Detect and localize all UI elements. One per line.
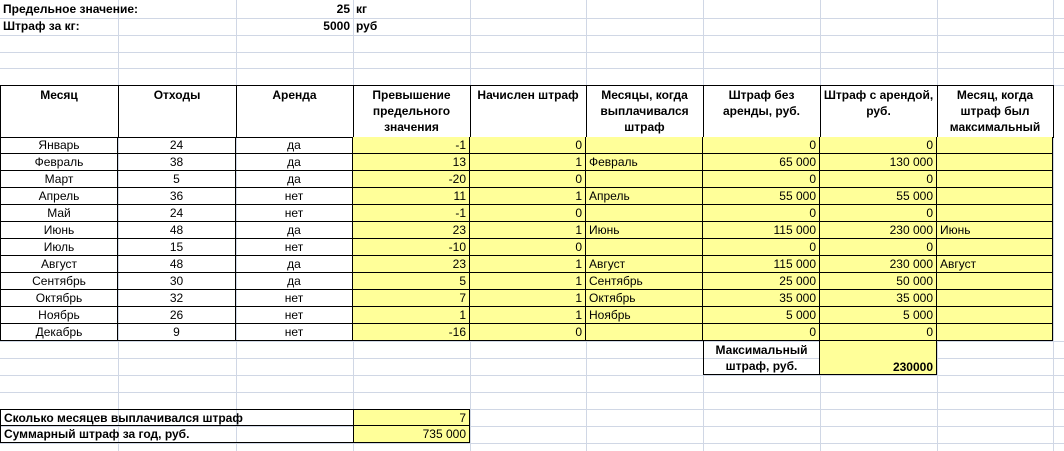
cell-month[interactable]: Май (0, 205, 118, 222)
cell-paid-month[interactable]: Апрель (586, 188, 703, 205)
cell-excess[interactable]: -10 (353, 239, 470, 256)
cell-excess[interactable]: 23 (353, 256, 470, 273)
cell-excess[interactable]: -20 (353, 171, 470, 188)
cell-month[interactable]: Июнь (0, 222, 118, 239)
cell-paid-month[interactable] (586, 205, 703, 222)
fine-value[interactable]: 5000 (323, 19, 350, 33)
cell-max-month[interactable]: Август (937, 256, 1053, 273)
cell-rent[interactable]: нет (236, 205, 353, 222)
cell-fine-no-rent[interactable]: 0 (703, 239, 820, 256)
summary-months-value[interactable]: 7 (353, 409, 470, 426)
cell-paid-month[interactable]: Ноябрь (586, 307, 703, 324)
cell-max-month[interactable] (937, 290, 1053, 307)
cell-month[interactable]: Февраль (0, 154, 118, 171)
cell-max-month[interactable] (937, 273, 1053, 290)
header-fine-no-rent[interactable]: Штраф без аренды, руб. (722, 88, 801, 118)
cell-month[interactable]: Ноябрь (0, 307, 118, 324)
cell-waste[interactable]: 15 (118, 239, 236, 256)
cell-waste[interactable]: 38 (118, 154, 236, 171)
cell-waste[interactable]: 9 (118, 324, 236, 341)
cell-fine-no-rent[interactable]: 25 000 (703, 273, 820, 290)
cell-waste[interactable]: 48 (118, 256, 236, 273)
cell-fine-rent[interactable]: 55 000 (820, 188, 937, 205)
cell-fine-no-rent[interactable]: 5 000 (703, 307, 820, 324)
cell-month[interactable]: Март (0, 171, 118, 188)
cell-rent[interactable]: нет (236, 290, 353, 307)
max-fine-value[interactable]: 230000 (820, 341, 937, 375)
cell-fine-no-rent[interactable]: 0 (703, 137, 820, 154)
cell-waste[interactable]: 32 (118, 290, 236, 307)
cell-excess[interactable]: -1 (353, 205, 470, 222)
cell-max-month[interactable] (937, 239, 1053, 256)
cell-fined[interactable]: 1 (470, 256, 586, 273)
header-fine-rent[interactable]: Штраф с арендой, руб. (823, 88, 934, 118)
max-fine-label[interactable]: Максимальный штраф, руб. (703, 341, 820, 375)
cell-max-month[interactable] (937, 154, 1053, 171)
cell-month[interactable]: Сентябрь (0, 273, 118, 290)
cell-excess[interactable]: 1 (353, 307, 470, 324)
cell-paid-month[interactable]: Февраль (586, 154, 703, 171)
cell-rent[interactable]: нет (236, 239, 353, 256)
fine-label[interactable]: Штраф за кг: (3, 19, 80, 33)
cell-paid-month[interactable]: Июнь (586, 222, 703, 239)
cell-fine-rent[interactable]: 230 000 (820, 256, 937, 273)
cell-max-month[interactable]: Июнь (937, 222, 1053, 239)
cell-max-month[interactable] (937, 307, 1053, 324)
cell-paid-month[interactable]: Октябрь (586, 290, 703, 307)
cell-excess[interactable]: 23 (353, 222, 470, 239)
cell-excess[interactable]: 11 (353, 188, 470, 205)
cell-max-month[interactable] (937, 205, 1053, 222)
fine-unit[interactable]: руб (356, 19, 378, 33)
cell-max-month[interactable] (937, 188, 1053, 205)
cell-fine-no-rent[interactable]: 35 000 (703, 290, 820, 307)
cell-fine-no-rent[interactable]: 115 000 (703, 256, 820, 273)
cell-fined[interactable]: 1 (470, 307, 586, 324)
limit-label[interactable]: Предельное значение: (3, 2, 139, 16)
cell-fine-no-rent[interactable]: 115 000 (703, 222, 820, 239)
cell-fine-rent[interactable]: 0 (820, 239, 937, 256)
cell-fine-rent[interactable]: 5 000 (820, 307, 937, 324)
cell-fine-no-rent[interactable]: 0 (703, 171, 820, 188)
cell-max-month[interactable] (937, 324, 1053, 341)
cell-fined[interactable]: 0 (470, 324, 586, 341)
cell-fine-rent[interactable]: 230 000 (820, 222, 937, 239)
cell-fined[interactable]: 0 (470, 239, 586, 256)
cell-fined[interactable]: 1 (470, 290, 586, 307)
cell-waste[interactable]: 5 (118, 171, 236, 188)
header-rent[interactable]: Аренда (272, 88, 317, 102)
cell-month[interactable]: Январь (0, 137, 118, 154)
header-month[interactable]: Месяц (40, 88, 78, 102)
cell-fine-rent[interactable]: 0 (820, 171, 937, 188)
header-months-paid[interactable]: Месяцы, когда выплачивался штраф (600, 88, 689, 134)
header-waste[interactable]: Отходы (153, 88, 201, 102)
cell-max-month[interactable] (937, 171, 1053, 188)
cell-fine-rent[interactable]: 0 (820, 205, 937, 222)
cell-max-month[interactable] (937, 137, 1053, 154)
cell-excess[interactable]: 5 (353, 273, 470, 290)
cell-month[interactable]: Декабрь (0, 324, 118, 341)
cell-paid-month[interactable] (586, 239, 703, 256)
cell-fine-rent[interactable]: 35 000 (820, 290, 937, 307)
cell-waste[interactable]: 36 (118, 188, 236, 205)
cell-rent[interactable]: да (236, 171, 353, 188)
cell-fined[interactable]: 0 (470, 137, 586, 154)
header-fined[interactable]: Начислен штраф (477, 88, 579, 102)
cell-paid-month[interactable] (586, 324, 703, 341)
summary-total-label[interactable]: Суммарный штраф за год, руб. (0, 426, 353, 443)
limit-value[interactable]: 25 (336, 2, 350, 16)
cell-fined[interactable]: 1 (470, 154, 586, 171)
cell-paid-month[interactable] (586, 171, 703, 188)
cell-fine-rent[interactable]: 0 (820, 137, 937, 154)
cell-rent[interactable]: нет (236, 324, 353, 341)
cell-month[interactable]: Октябрь (0, 290, 118, 307)
cell-rent[interactable]: да (236, 137, 353, 154)
cell-fined[interactable]: 1 (470, 188, 586, 205)
cell-excess[interactable]: 13 (353, 154, 470, 171)
cell-rent[interactable]: да (236, 273, 353, 290)
cell-waste[interactable]: 30 (118, 273, 236, 290)
cell-fine-no-rent[interactable]: 55 000 (703, 188, 820, 205)
cell-fined[interactable]: 1 (470, 273, 586, 290)
header-excess[interactable]: Превышение предельного значения (372, 88, 451, 134)
cell-paid-month[interactable] (586, 137, 703, 154)
cell-waste[interactable]: 24 (118, 205, 236, 222)
cell-fine-rent[interactable]: 50 000 (820, 273, 937, 290)
summary-total-value[interactable]: 735 000 (353, 426, 470, 443)
cell-month[interactable]: Август (0, 256, 118, 273)
cell-fined[interactable]: 1 (470, 222, 586, 239)
cell-rent[interactable]: да (236, 256, 353, 273)
cell-waste[interactable]: 26 (118, 307, 236, 324)
cell-fined[interactable]: 0 (470, 205, 586, 222)
cell-fine-no-rent[interactable]: 0 (703, 205, 820, 222)
header-max-month[interactable]: Месяц, когда штраф был максимальный (949, 88, 1041, 134)
cell-fine-no-rent[interactable]: 0 (703, 324, 820, 341)
cell-fined[interactable]: 0 (470, 171, 586, 188)
cell-month[interactable]: Июль (0, 239, 118, 256)
summary-months-label[interactable]: Сколько месяцев выплачивался штраф (0, 409, 353, 426)
cell-waste[interactable]: 24 (118, 137, 236, 154)
cell-rent[interactable]: да (236, 154, 353, 171)
cell-rent[interactable]: да (236, 222, 353, 239)
cell-excess[interactable]: -1 (353, 137, 470, 154)
cell-fine-rent[interactable]: 0 (820, 324, 937, 341)
cell-fine-no-rent[interactable]: 65 000 (703, 154, 820, 171)
cell-fine-rent[interactable]: 130 000 (820, 154, 937, 171)
cell-paid-month[interactable]: Сентябрь (586, 273, 703, 290)
cell-excess[interactable]: -16 (353, 324, 470, 341)
cell-rent[interactable]: нет (236, 307, 353, 324)
cell-waste[interactable]: 48 (118, 222, 236, 239)
cell-excess[interactable]: 7 (353, 290, 470, 307)
cell-paid-month[interactable]: Август (586, 256, 703, 273)
cell-month[interactable]: Апрель (0, 188, 118, 205)
cell-rent[interactable]: нет (236, 188, 353, 205)
limit-unit[interactable]: кг (356, 2, 368, 16)
